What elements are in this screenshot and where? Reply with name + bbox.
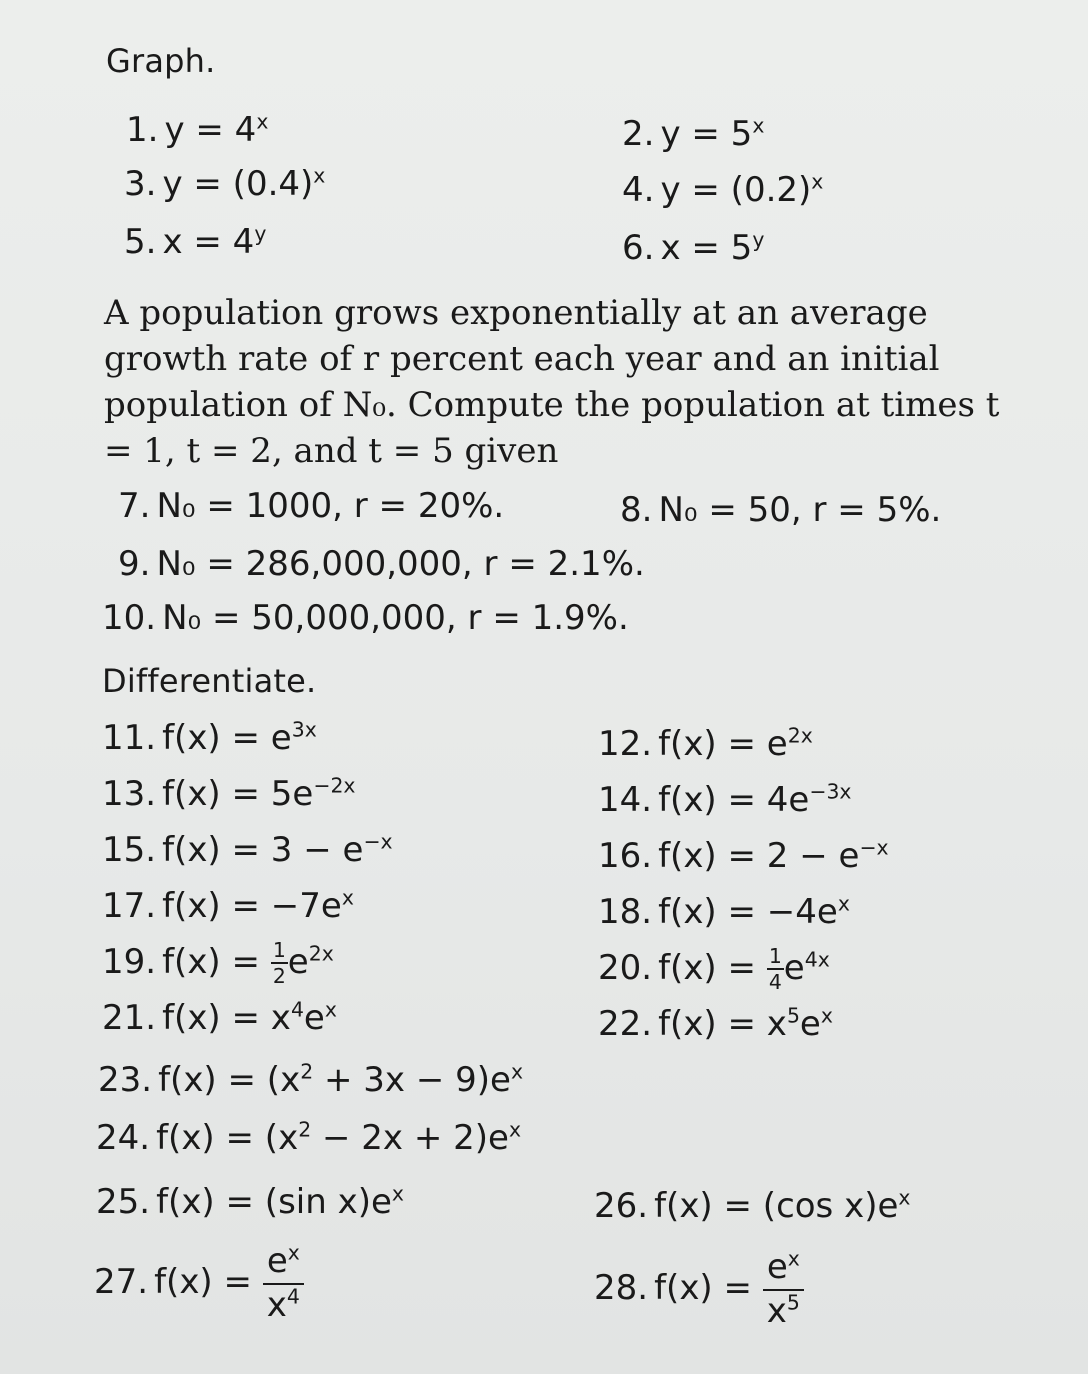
fraction xyxy=(271,940,288,987)
exp-base: e xyxy=(783,947,805,988)
problem-expression: f(x) = x xyxy=(162,998,291,1038)
problem-number: 17. xyxy=(102,886,157,926)
exponent: 2x xyxy=(308,941,334,966)
problem-number: 14. xyxy=(598,780,653,820)
exponent: x xyxy=(811,169,824,194)
problem-expression: N₀ = 1000, r = 20%. xyxy=(156,486,505,526)
problem-expression: f(x) = xyxy=(154,1262,263,1303)
problem-28 xyxy=(594,1246,804,1331)
problem-11 xyxy=(102,718,317,758)
problem-7 xyxy=(118,486,504,526)
problem-number: 11. xyxy=(102,718,157,758)
fraction-numerator: 1 xyxy=(271,940,288,964)
problem-expression: f(x) = 2 − e xyxy=(658,836,860,876)
problem-25 xyxy=(96,1182,404,1222)
exponent: −2x xyxy=(313,773,356,798)
fraction xyxy=(263,1240,304,1325)
exponent: y xyxy=(752,227,765,252)
fraction-denominator xyxy=(267,1285,300,1324)
fraction xyxy=(767,946,784,993)
exponent: 5 xyxy=(786,1003,800,1028)
exponent: x xyxy=(256,109,269,134)
problem-26 xyxy=(594,1186,910,1226)
problem-expression: f(x) = xyxy=(658,947,767,988)
exponent: −x xyxy=(363,829,393,854)
exponent: 4 xyxy=(286,1284,300,1309)
problem-15 xyxy=(102,830,393,870)
problem-3 xyxy=(124,164,325,204)
problem-expression: f(x) = −7e xyxy=(162,886,342,926)
problem-2 xyxy=(622,114,764,154)
problem-number: 20. xyxy=(598,947,653,988)
problem-1 xyxy=(126,110,268,150)
problem-expression: f(x) = (x xyxy=(156,1118,299,1158)
differentiate-heading: Differentiate. xyxy=(102,662,317,700)
problem-13 xyxy=(102,774,356,814)
problem-expression: f(x) = 3 − e xyxy=(162,830,364,870)
problem-number: 2. xyxy=(622,114,655,154)
problem-expression: f(x) = x xyxy=(658,1004,787,1044)
exponent: x xyxy=(391,1181,404,1206)
problem-18 xyxy=(598,892,850,932)
problem-number: 7. xyxy=(118,486,151,526)
problem-6 xyxy=(622,228,764,268)
problem-expression: f(x) = 5e xyxy=(162,774,314,814)
numerator-base: e xyxy=(266,1241,288,1281)
problem-number: 3. xyxy=(124,164,157,204)
graph-heading: Graph. xyxy=(106,42,216,80)
exp-base: e xyxy=(287,941,309,982)
problem-number: 13. xyxy=(102,774,157,814)
exponent: x xyxy=(752,113,765,138)
problem-expression: N₀ = 50,000,000, r = 1.9%. xyxy=(162,598,629,638)
problem-12 xyxy=(598,724,813,764)
fraction-denominator: 4 xyxy=(768,970,782,995)
problem-22 xyxy=(598,1004,833,1044)
problem-27 xyxy=(94,1240,304,1325)
problem-expression: y = 4 xyxy=(164,110,257,150)
problem-17 xyxy=(102,886,354,926)
problem-expression: y = 5 xyxy=(660,114,753,154)
problem-expression-middle: + 3x − 9)e xyxy=(313,1060,511,1100)
problem-21 xyxy=(102,998,337,1038)
problem-10 xyxy=(102,598,629,638)
exponent: x xyxy=(820,1003,833,1028)
problem-number: 9. xyxy=(118,544,151,584)
problem-number: 6. xyxy=(622,228,655,268)
denominator-base: x xyxy=(266,1284,287,1325)
problem-expression: f(x) = (x xyxy=(158,1060,301,1100)
problem-number: 8. xyxy=(620,490,653,530)
problem-number: 19. xyxy=(102,941,157,982)
problem-23 xyxy=(98,1060,523,1100)
problem-number: 27. xyxy=(94,1262,149,1303)
exponent: 3x xyxy=(291,717,317,742)
problem-24 xyxy=(96,1118,521,1158)
exponent: x xyxy=(510,1059,524,1084)
problem-expression: N₀ = 286,000,000, r = 2.1%. xyxy=(156,544,645,584)
problem-expression: x = 4 xyxy=(162,222,255,262)
denominator-base: x xyxy=(766,1290,787,1331)
problem-expression: f(x) = (cos x)e xyxy=(654,1186,899,1226)
exponent: x xyxy=(898,1185,911,1210)
problem-expression: f(x) = e xyxy=(162,718,292,758)
exponent: 2x xyxy=(787,723,813,748)
exponent: x xyxy=(341,885,354,910)
problem-number: 1. xyxy=(126,110,159,150)
problem-number: 21. xyxy=(102,998,157,1038)
numerator-base: e xyxy=(766,1247,788,1287)
problem-16 xyxy=(598,836,889,876)
exponent: −x xyxy=(859,835,889,860)
problem-number: 26. xyxy=(594,1186,649,1226)
exponent: x xyxy=(787,1246,800,1271)
exponent: x xyxy=(837,891,850,916)
problem-number: 15. xyxy=(102,830,157,870)
problem-8 xyxy=(620,490,941,530)
problem-19 xyxy=(102,940,334,987)
exponent: −3x xyxy=(809,779,852,804)
fraction-numerator: 1 xyxy=(767,946,784,970)
problem-expression: f(x) = xyxy=(162,941,271,982)
exponent: y xyxy=(254,221,267,246)
problem-expression: f(x) = 4e xyxy=(658,780,810,820)
problem-number: 16. xyxy=(598,836,653,876)
problem-9 xyxy=(118,544,645,584)
problem-number: 10. xyxy=(102,598,157,638)
fraction-denominator xyxy=(767,1291,800,1330)
exponent: 4x xyxy=(804,947,830,972)
problem-expression: x = 5 xyxy=(660,228,753,268)
exponent: 2 xyxy=(300,1059,314,1084)
exponent: x xyxy=(508,1117,522,1142)
problem-expression-middle: − 2x + 2)e xyxy=(311,1118,509,1158)
exponent: x xyxy=(287,1240,300,1265)
problem-20 xyxy=(598,946,830,993)
problem-4 xyxy=(622,170,823,210)
exponent: 5 xyxy=(786,1290,800,1315)
problem-number: 5. xyxy=(124,222,157,262)
problem-expression: f(x) = xyxy=(654,1268,763,1309)
fraction-denominator: 2 xyxy=(272,964,286,989)
exponent: x xyxy=(324,997,337,1022)
problem-number: 23. xyxy=(98,1060,153,1100)
fraction-numerator xyxy=(763,1246,804,1291)
problem-number: 22. xyxy=(598,1004,653,1044)
problem-number: 28. xyxy=(594,1268,649,1309)
fraction-numerator xyxy=(263,1240,304,1285)
fraction xyxy=(763,1246,804,1331)
problem-number: 4. xyxy=(622,170,655,210)
problem-expression: y = (0.4) xyxy=(162,164,314,204)
problem-expression: y = (0.2) xyxy=(660,170,812,210)
problem-expression: f(x) = (sin x)e xyxy=(156,1182,392,1222)
exponent: 4 xyxy=(290,997,304,1022)
problem-number: 18. xyxy=(598,892,653,932)
exponent: x xyxy=(313,163,326,188)
exponent: 2 xyxy=(298,1117,312,1142)
problem-number: 24. xyxy=(96,1118,151,1158)
problem-expression: N₀ = 50, r = 5%. xyxy=(658,490,942,530)
population-intro: A population grows exponentially at an average growth rate of r percent each year and an initial population of N₀. Compute the population at times t = 1, t = 2, and t = 5 given xyxy=(104,293,1000,471)
problem-expression-middle: e xyxy=(799,1004,821,1044)
problem-number: 12. xyxy=(598,724,653,764)
problem-expression-middle: e xyxy=(303,998,325,1038)
problem-5 xyxy=(124,222,266,262)
problem-expression: f(x) = e xyxy=(658,724,788,764)
problem-14 xyxy=(598,780,852,820)
problem-expression: f(x) = −4e xyxy=(658,892,838,932)
problem-number: 25. xyxy=(96,1182,151,1222)
